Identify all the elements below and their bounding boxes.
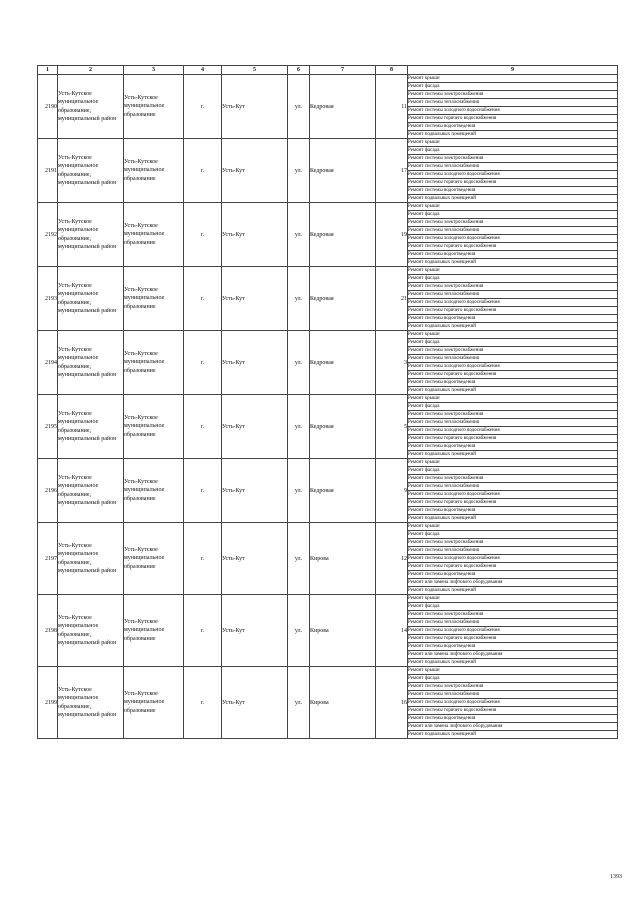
settlement-cell: Усть-Кутское муниципальное образование <box>124 267 184 331</box>
work-type-cell: Ремонт системы холодного водоснабжения <box>408 491 618 499</box>
work-type-cell: Ремонт системы водоотведения <box>408 715 618 723</box>
work-type-cell: Ремонт фасада <box>408 675 618 683</box>
house-number-cell: 17 <box>376 139 408 203</box>
work-type-cell: Ремонт системы электроснабжения <box>408 91 618 99</box>
repair-program-table <box>37 65 618 739</box>
street-cell: Кедровая <box>310 139 376 203</box>
table-row <box>38 139 618 147</box>
street-type-cell: ул. <box>288 139 310 203</box>
table-row <box>38 203 618 211</box>
work-type-cell: Ремонт системы электроснабжения <box>408 347 618 355</box>
work-type-cell: Ремонт системы водоотведения <box>408 187 618 195</box>
work-type-cell: Ремонт системы горячего водоснабжения <box>408 371 618 379</box>
row-number-cell: 2193 <box>38 267 58 331</box>
work-type-cell: Ремонт подвальных помещений <box>408 451 618 459</box>
col-header-8: 8 <box>376 66 408 75</box>
work-type-cell: Ремонт крыши <box>408 139 618 147</box>
settlement-type-cell: г. <box>184 203 222 267</box>
work-type-cell: Ремонт крыши <box>408 459 618 467</box>
table-row <box>38 395 618 403</box>
house-number-cell: 9 <box>376 459 408 523</box>
work-type-cell: Ремонт крыши <box>408 595 618 603</box>
municipality-cell: Усть-Кутское муниципальное образование, муниципальный район <box>58 595 124 667</box>
work-type-cell: Ремонт системы горячего водоснабжения <box>408 307 618 315</box>
work-type-cell: Ремонт системы водоотведения <box>408 315 618 323</box>
street-type-cell: ул. <box>288 523 310 595</box>
settlement-cell: Усть-Кутское муниципальное образование <box>124 139 184 203</box>
street-cell: Кедровая <box>310 459 376 523</box>
work-type-cell: Ремонт крыши <box>408 667 618 675</box>
row-number-cell: 2197 <box>38 523 58 595</box>
street-type-cell: ул. <box>288 267 310 331</box>
work-type-cell: Ремонт системы теплоснабжения <box>408 691 618 699</box>
work-type-cell: Ремонт системы холодного водоснабжения <box>408 299 618 307</box>
work-type-cell: Ремонт подвальных помещений <box>408 515 618 523</box>
work-type-cell: Ремонт системы горячего водоснабжения <box>408 179 618 187</box>
work-type-cell: Ремонт подвальных помещений <box>408 387 618 395</box>
row-number-cell: 2198 <box>38 595 58 667</box>
work-type-cell: Ремонт системы теплоснабжения <box>408 419 618 427</box>
work-type-cell: Ремонт системы водоотведения <box>408 571 618 579</box>
house-number-cell: 12 <box>376 523 408 595</box>
header-row <box>38 66 618 75</box>
table-row <box>38 331 618 339</box>
col-header-9: 9 <box>408 66 618 75</box>
work-type-cell: Ремонт подвальных помещений <box>408 587 618 595</box>
work-type-cell: Ремонт крыши <box>408 395 618 403</box>
settlement-cell: Усть-Кутское муниципальное образование <box>124 459 184 523</box>
settlement-type-cell: г. <box>184 523 222 595</box>
settlement-type-cell: г. <box>184 667 222 739</box>
city-cell: Усть-Кут <box>222 139 288 203</box>
street-cell: Кирова <box>310 523 376 595</box>
work-type-cell: Ремонт подвальных помещений <box>408 731 618 739</box>
work-type-cell: Ремонт системы горячего водоснабжения <box>408 563 618 571</box>
work-type-cell: Ремонт подвальных помещений <box>408 195 618 203</box>
work-type-cell: Ремонт фасада <box>408 147 618 155</box>
work-type-cell: Ремонт системы горячего водоснабжения <box>408 635 618 643</box>
street-cell: Кедровая <box>310 267 376 331</box>
street-cell: Кирова <box>310 595 376 667</box>
col-header-7: 7 <box>310 66 376 75</box>
col-header-5: 5 <box>222 66 288 75</box>
settlement-cell: Усть-Кутское муниципальное образование <box>124 203 184 267</box>
settlement-cell: Усть-Кутское муниципальное образование <box>124 395 184 459</box>
row-number-cell: 2194 <box>38 331 58 395</box>
work-type-cell: Ремонт системы горячего водоснабжения <box>408 243 618 251</box>
work-type-cell: Ремонт подвальных помещений <box>408 323 618 331</box>
work-type-cell: Ремонт системы теплоснабжения <box>408 547 618 555</box>
col-header-1: 1 <box>38 66 58 75</box>
street-type-cell: ул. <box>288 595 310 667</box>
street-type-cell: ул. <box>288 75 310 139</box>
settlement-type-cell: г. <box>184 139 222 203</box>
house-number-cell: 11 <box>376 75 408 139</box>
city-cell: Усть-Кут <box>222 595 288 667</box>
work-type-cell: Ремонт системы холодного водоснабжения <box>408 235 618 243</box>
table-row <box>38 75 618 83</box>
municipality-cell: Усть-Кутское муниципальное образование, муниципальный район <box>58 203 124 267</box>
work-type-cell: Ремонт системы электроснабжения <box>408 411 618 419</box>
row-number-cell: 2195 <box>38 395 58 459</box>
settlement-type-cell: г. <box>184 75 222 139</box>
table-row <box>38 459 618 467</box>
row-number-cell: 2192 <box>38 203 58 267</box>
house-number-cell: 16 <box>376 667 408 739</box>
street-cell: Кедровая <box>310 331 376 395</box>
work-type-cell: Ремонт фасада <box>408 339 618 347</box>
table-row <box>38 267 618 275</box>
work-type-cell: Ремонт системы электроснабжения <box>408 611 618 619</box>
work-type-cell: Ремонт системы теплоснабжения <box>408 227 618 235</box>
municipality-cell: Усть-Кутское муниципальное образование, муниципальный район <box>58 395 124 459</box>
work-type-cell: Ремонт системы холодного водоснабжения <box>408 427 618 435</box>
house-number-cell: 14 <box>376 595 408 667</box>
work-type-cell: Ремонт системы холодного водоснабжения <box>408 107 618 115</box>
work-type-cell: Ремонт системы теплоснабжения <box>408 355 618 363</box>
street-cell: Кедровая <box>310 203 376 267</box>
street-type-cell: ул. <box>288 395 310 459</box>
street-type-cell: ул. <box>288 667 310 739</box>
work-type-cell: Ремонт системы холодного водоснабжения <box>408 171 618 179</box>
settlement-cell: Усть-Кутское муниципальное образование <box>124 523 184 595</box>
work-type-cell: Ремонт фасада <box>408 275 618 283</box>
table-row <box>38 523 618 531</box>
street-type-cell: ул. <box>288 203 310 267</box>
work-type-cell: Ремонт системы теплоснабжения <box>408 163 618 171</box>
settlement-type-cell: г. <box>184 395 222 459</box>
work-type-cell: Ремонт системы теплоснабжения <box>408 291 618 299</box>
table-row <box>38 595 618 603</box>
settlement-cell: Усть-Кутское муниципальное образование <box>124 667 184 739</box>
work-type-cell: Ремонт системы водоотведения <box>408 507 618 515</box>
work-type-cell: Ремонт системы теплоснабжения <box>408 99 618 107</box>
work-type-cell: Ремонт системы холодного водоснабжения <box>408 627 618 635</box>
row-number-cell: 2190 <box>38 75 58 139</box>
municipality-cell: Усть-Кутское муниципальное образование, муниципальный район <box>58 75 124 139</box>
table-row <box>38 667 618 675</box>
col-header-6: 6 <box>288 66 310 75</box>
work-type-cell: Ремонт фасада <box>408 403 618 411</box>
city-cell: Усть-Кут <box>222 459 288 523</box>
work-type-cell: Ремонт крыши <box>408 523 618 531</box>
work-type-cell: Ремонт системы горячего водоснабжения <box>408 115 618 123</box>
city-cell: Усть-Кут <box>222 667 288 739</box>
work-type-cell: Ремонт системы водоотведения <box>408 443 618 451</box>
work-type-cell: Ремонт системы электроснабжения <box>408 155 618 163</box>
municipality-cell: Усть-Кутское муниципальное образование, муниципальный район <box>58 267 124 331</box>
work-type-cell: Ремонт системы холодного водоснабжения <box>408 699 618 707</box>
house-number-cell: 21 <box>376 267 408 331</box>
work-type-cell: Ремонт подвальных помещений <box>408 259 618 267</box>
city-cell: Усть-Кут <box>222 331 288 395</box>
col-header-4: 4 <box>184 66 222 75</box>
row-number-cell: 2196 <box>38 459 58 523</box>
work-type-cell: Ремонт или замена лифтового оборудования <box>408 723 618 731</box>
municipality-cell: Усть-Кутское муниципальное образование, муниципальный район <box>58 331 124 395</box>
work-type-cell: Ремонт системы горячего водоснабжения <box>408 435 618 443</box>
work-type-cell: Ремонт системы холодного водоснабжения <box>408 363 618 371</box>
work-type-cell: Ремонт фасада <box>408 467 618 475</box>
street-type-cell: ул. <box>288 331 310 395</box>
street-cell: Кедровая <box>310 75 376 139</box>
row-number-cell: 2191 <box>38 139 58 203</box>
work-type-cell: Ремонт системы водоотведения <box>408 379 618 387</box>
city-cell: Усть-Кут <box>222 395 288 459</box>
work-type-cell: Ремонт фасада <box>408 603 618 611</box>
municipality-cell: Усть-Кутское муниципальное образование, муниципальный район <box>58 139 124 203</box>
settlement-cell: Усть-Кутское муниципальное образование <box>124 75 184 139</box>
city-cell: Усть-Кут <box>222 203 288 267</box>
work-type-cell: Ремонт или замена лифтового оборудования <box>408 579 618 587</box>
work-type-cell: Ремонт системы электроснабжения <box>408 283 618 291</box>
house-number-cell: 3 <box>376 331 408 395</box>
work-type-cell: Ремонт фасада <box>408 211 618 219</box>
street-type-cell: ул. <box>288 459 310 523</box>
municipality-cell: Усть-Кутское муниципальное образование, муниципальный район <box>58 459 124 523</box>
house-number-cell: 5 <box>376 395 408 459</box>
work-type-cell: Ремонт крыши <box>408 203 618 211</box>
municipality-cell: Усть-Кутское муниципальное образование, муниципальный район <box>58 523 124 595</box>
work-type-cell: Ремонт системы электроснабжения <box>408 683 618 691</box>
row-number-cell: 2199 <box>38 667 58 739</box>
work-type-cell: Ремонт системы горячего водоснабжения <box>408 499 618 507</box>
work-type-cell: Ремонт или замена лифтового оборудования <box>408 651 618 659</box>
work-type-cell: Ремонт крыши <box>408 331 618 339</box>
col-header-3: 3 <box>124 66 184 75</box>
work-type-cell: Ремонт системы теплоснабжения <box>408 619 618 627</box>
street-cell: Кирова <box>310 667 376 739</box>
street-cell: Кедровая <box>310 395 376 459</box>
work-type-cell: Ремонт крыши <box>408 267 618 275</box>
work-type-cell: Ремонт фасада <box>408 531 618 539</box>
work-type-cell: Ремонт системы водоотведения <box>408 123 618 131</box>
municipality-cell: Усть-Кутское муниципальное образование, муниципальный район <box>58 667 124 739</box>
work-type-cell: Ремонт системы горячего водоснабжения <box>408 707 618 715</box>
settlement-type-cell: г. <box>184 331 222 395</box>
table-body <box>38 75 618 739</box>
page-number: 1393 <box>610 874 622 880</box>
work-type-cell: Ремонт системы теплоснабжения <box>408 483 618 491</box>
city-cell: Усть-Кут <box>222 523 288 595</box>
work-type-cell: Ремонт системы водоотведения <box>408 643 618 651</box>
house-number-cell: 19 <box>376 203 408 267</box>
settlement-cell: Усть-Кутское муниципальное образование <box>124 331 184 395</box>
work-type-cell: Ремонт фасада <box>408 83 618 91</box>
settlement-type-cell: г. <box>184 595 222 667</box>
settlement-cell: Усть-Кутское муниципальное образование <box>124 595 184 667</box>
work-type-cell: Ремонт системы холодного водоснабжения <box>408 555 618 563</box>
work-type-cell: Ремонт подвальных помещений <box>408 659 618 667</box>
work-type-cell: Ремонт подвальных помещений <box>408 131 618 139</box>
work-type-cell: Ремонт системы электроснабжения <box>408 539 618 547</box>
settlement-type-cell: г. <box>184 459 222 523</box>
col-header-2: 2 <box>58 66 124 75</box>
city-cell: Усть-Кут <box>222 267 288 331</box>
work-type-cell: Ремонт крыши <box>408 75 618 83</box>
work-type-cell: Ремонт системы электроснабжения <box>408 475 618 483</box>
work-type-cell: Ремонт системы электроснабжения <box>408 219 618 227</box>
work-type-cell: Ремонт системы водоотведения <box>408 251 618 259</box>
settlement-type-cell: г. <box>184 267 222 331</box>
city-cell: Усть-Кут <box>222 75 288 139</box>
